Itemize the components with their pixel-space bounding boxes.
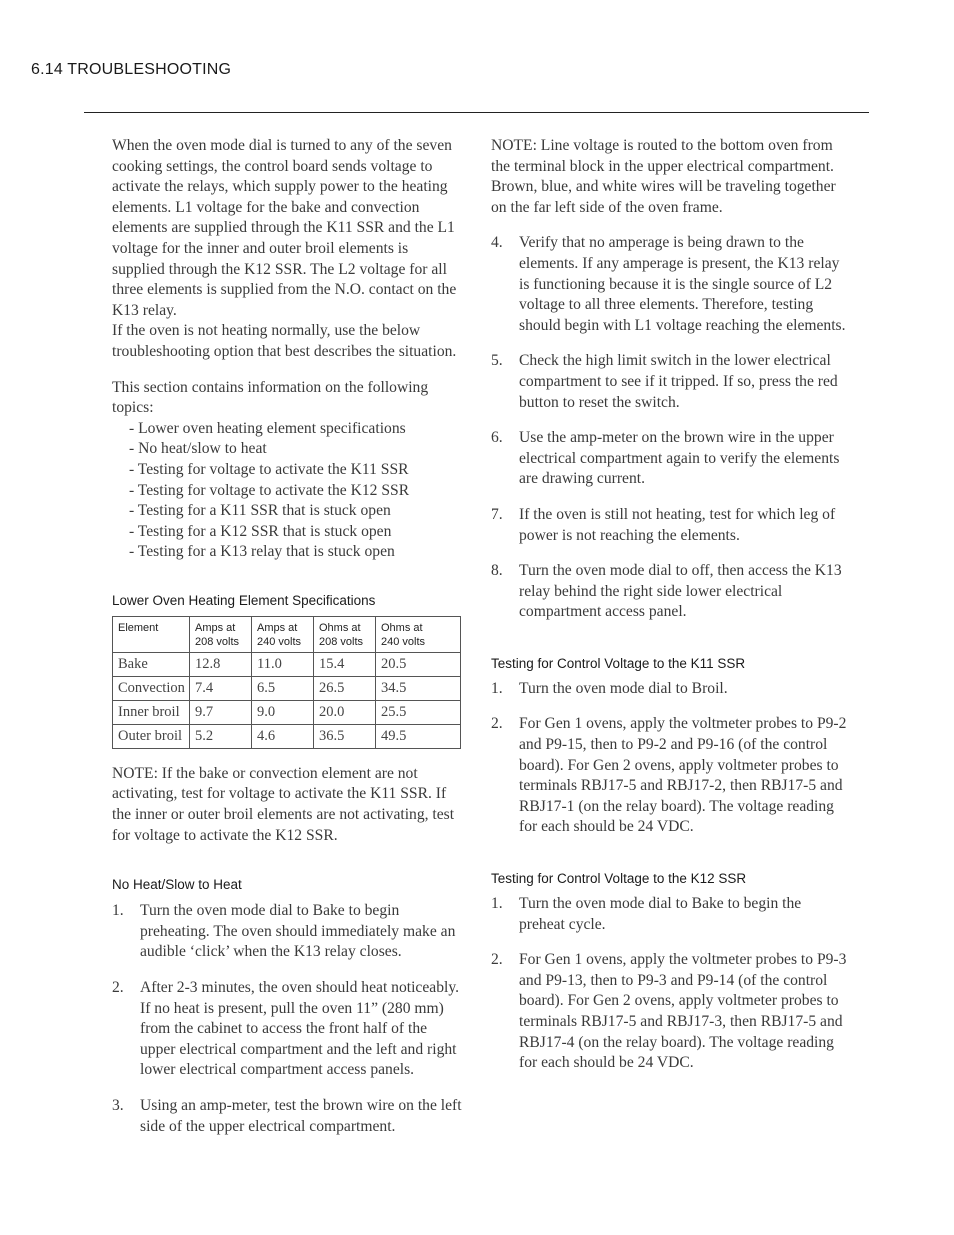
step-number: 6. xyxy=(491,429,503,447)
step-number: 2. xyxy=(112,979,124,997)
table-header-cell xyxy=(314,616,376,652)
step-number: 2. xyxy=(491,715,503,733)
step-number: 1. xyxy=(491,679,503,697)
step-number: 1. xyxy=(491,895,503,913)
table-cell: Inner broil xyxy=(113,700,190,724)
header-line: Amps at xyxy=(195,621,236,634)
table-cell: 15.4 xyxy=(314,652,376,676)
spec-table xyxy=(112,616,461,749)
left-column xyxy=(112,136,464,1137)
list-item xyxy=(491,894,849,935)
table-row xyxy=(113,724,461,748)
table-cell: 9.7 xyxy=(190,700,252,724)
topics-intro: This section contains information on the following topics: xyxy=(112,378,429,417)
k11-heading: Testing for Control Voltage to the K11 SSR xyxy=(491,655,746,671)
list-item xyxy=(491,950,849,1074)
spec-note: NOTE: If the bake or convection element are not activating, test for voltage to activate the K11 SSR. If the inner or outer broil elements are not activating, test for voltage to activate the K12 SSR. xyxy=(112,764,455,844)
step-text: Turn the oven mode dial to off, then access the K13 relay behind the right side lower electrical compartment access panel. xyxy=(519,562,842,621)
step-number: 3. xyxy=(112,1097,124,1114)
step-number: 7. xyxy=(491,505,503,523)
table-cell: 7.4 xyxy=(190,676,252,700)
step-text: For Gen 1 ovens, apply the voltmeter probes to P9-2 and P9-15, then to P9-2 and P9-16 (of the control board). For Gen 2 ovens, apply voltmeter probes to terminals RBJ17-5 and RBJ17-2, then RBJ17-5 and RBJ17-1 (on the relay board). The voltage reading for each should be 24 VDC. xyxy=(519,715,847,836)
noheat-heading: No Heat/Slow to Heat xyxy=(112,877,242,893)
section-title: 6.14 TROUBLESHOOTING xyxy=(31,61,232,78)
line-voltage-note: NOTE: Line voltage is routed to the bottom oven from the terminal block in the upper electrical compartment. Brown, blue, and white wires will be traveling together on the far left side of the oven frame. xyxy=(491,137,836,216)
list-item xyxy=(491,679,849,700)
table-cell: 4.6 xyxy=(252,724,314,748)
table-row xyxy=(113,700,461,724)
step-text: For Gen 1 ovens, apply the voltmeter probes to P9-3 and P9-13, then to P9-3 and P9-14 (of the control board). For Gen 2 ovens, apply voltmeter probes to terminals RBJ17-5 and RBJ17-3, then RBJ17-5 and RBJ17-4 (on the relay board). The voltage reading for each should be 24 VDC. xyxy=(519,951,847,1072)
table-header-row xyxy=(113,616,461,652)
step-text: After 2-3 minutes, the oven should heat noticeably. If no heat is present, pull the oven 11” (280 mm) from the cabinet to access the front half of the upper electrical compartment and the left and right lower electrical compartment access panels. xyxy=(140,979,460,1079)
header-line: Ohms at xyxy=(319,621,361,634)
topic-item: - No heat/slow to heat xyxy=(129,440,267,458)
step-number: 8. xyxy=(491,562,503,580)
header-line: 240 volts xyxy=(257,635,302,648)
table-cell: 34.5 xyxy=(376,676,461,700)
list-item xyxy=(491,351,849,413)
header-divider xyxy=(84,112,869,113)
step-number: 2. xyxy=(491,951,503,969)
header-line: Ohms at xyxy=(381,621,423,634)
table-cell: Bake xyxy=(113,652,190,676)
topic-item: - Lower oven heating element specifications xyxy=(129,419,406,437)
list-item xyxy=(112,901,464,963)
topic-item: - Testing for voltage to activate the K11 SSR xyxy=(129,460,409,478)
table-header-cell: Element xyxy=(113,616,190,652)
table-header-cell xyxy=(376,616,461,652)
step-number: 5. xyxy=(491,352,503,370)
list-item xyxy=(112,978,464,1081)
header-line: 208 volts xyxy=(319,635,364,648)
header-line: 208 volts xyxy=(195,635,240,648)
topics-list xyxy=(112,419,464,563)
topic-item: - Testing for a K12 SSR that is stuck open xyxy=(129,522,392,540)
topic-item: - Testing for a K13 relay that is stuck open xyxy=(129,543,395,561)
table-cell: 49.5 xyxy=(376,724,461,748)
step-text: Using an amp-meter, test the brown wire on the left side of the upper electrical compartment. xyxy=(140,1097,462,1135)
step-text: Check the high limit switch in the lower electrical compartment to see if it tripped. If so, press the red button to reset the switch. xyxy=(519,352,838,411)
right-column xyxy=(491,136,849,1074)
table-cell: 20.0 xyxy=(314,700,376,724)
topic-item: - Testing for a K11 SSR that is stuck open xyxy=(129,502,391,520)
step-number: 1. xyxy=(112,902,124,920)
table-cell: 11.0 xyxy=(252,652,314,676)
topic-item: - Testing for voltage to activate the K12 SSR xyxy=(129,481,410,499)
table-cell: Outer broil xyxy=(113,724,190,748)
table-cell: 9.0 xyxy=(252,700,314,724)
intro-paragraph: When the oven mode dial is turned to any of the seven cooking settings, the control board sends voltage to activate the relays, which supply power to the heating elements. L1 voltage for the bake and convection elements are supplied through the K11 SSR and the L1 voltage for the inner and outer broil elements is supplied through the K12 SSR. The L2 voltage for all three elements is supplied from the N.O. contact on the K13 relay. xyxy=(112,137,457,319)
table-header-cell xyxy=(190,616,252,652)
step-text: Turn the oven mode dial to Bake to begin the preheat cycle. xyxy=(519,895,802,933)
step-text: Turn the oven mode dial to Broil. xyxy=(519,679,728,697)
list-item xyxy=(491,428,849,490)
table-cell: 26.5 xyxy=(314,676,376,700)
table-cell: 5.2 xyxy=(190,724,252,748)
table-cell: Convection xyxy=(113,676,190,700)
step-text: Use the amp-meter on the brown wire in the upper electrical compartment again to verify the elements are drawing current. xyxy=(519,429,840,488)
table-cell: 12.8 xyxy=(190,652,252,676)
table-header-cell xyxy=(252,616,314,652)
table-row xyxy=(113,652,461,676)
table-cell: 36.5 xyxy=(314,724,376,748)
header-line: 240 volts xyxy=(381,635,426,648)
table-row xyxy=(113,676,461,700)
list-item xyxy=(491,233,849,336)
header-line: Amps at xyxy=(257,621,298,634)
step-text: If the oven is still not heating, test for which leg of power is not reaching the elements. xyxy=(519,505,836,544)
spec-heading: Lower Oven Heating Element Specifications xyxy=(112,592,376,608)
step-text: Turn the oven mode dial to Bake to begin preheating. The oven should immediately make an audible ‘click’ when the K13 relay closes. xyxy=(140,902,456,961)
table-cell: 25.5 xyxy=(376,700,461,724)
table-cell: 20.5 xyxy=(376,652,461,676)
k12-heading: Testing for Control Voltage to the K12 SSR xyxy=(491,871,747,887)
step-number: 4. xyxy=(491,234,503,252)
list-item xyxy=(491,714,849,838)
list-item xyxy=(112,1096,464,1137)
step-text: Verify that no amperage is being drawn to the elements. If any amperage is present, the K13 relay is functioning because it is the single source of L2 voltage to all three elements. Therefore, testing should begin with L1 voltage reaching the elements. xyxy=(519,234,846,334)
intro-paragraph-2: If the oven is not heating normally, use the below troubleshooting option that best describes the situation. xyxy=(112,322,457,360)
list-item xyxy=(491,505,849,546)
list-item xyxy=(491,561,849,623)
table-cell: 6.5 xyxy=(252,676,314,700)
